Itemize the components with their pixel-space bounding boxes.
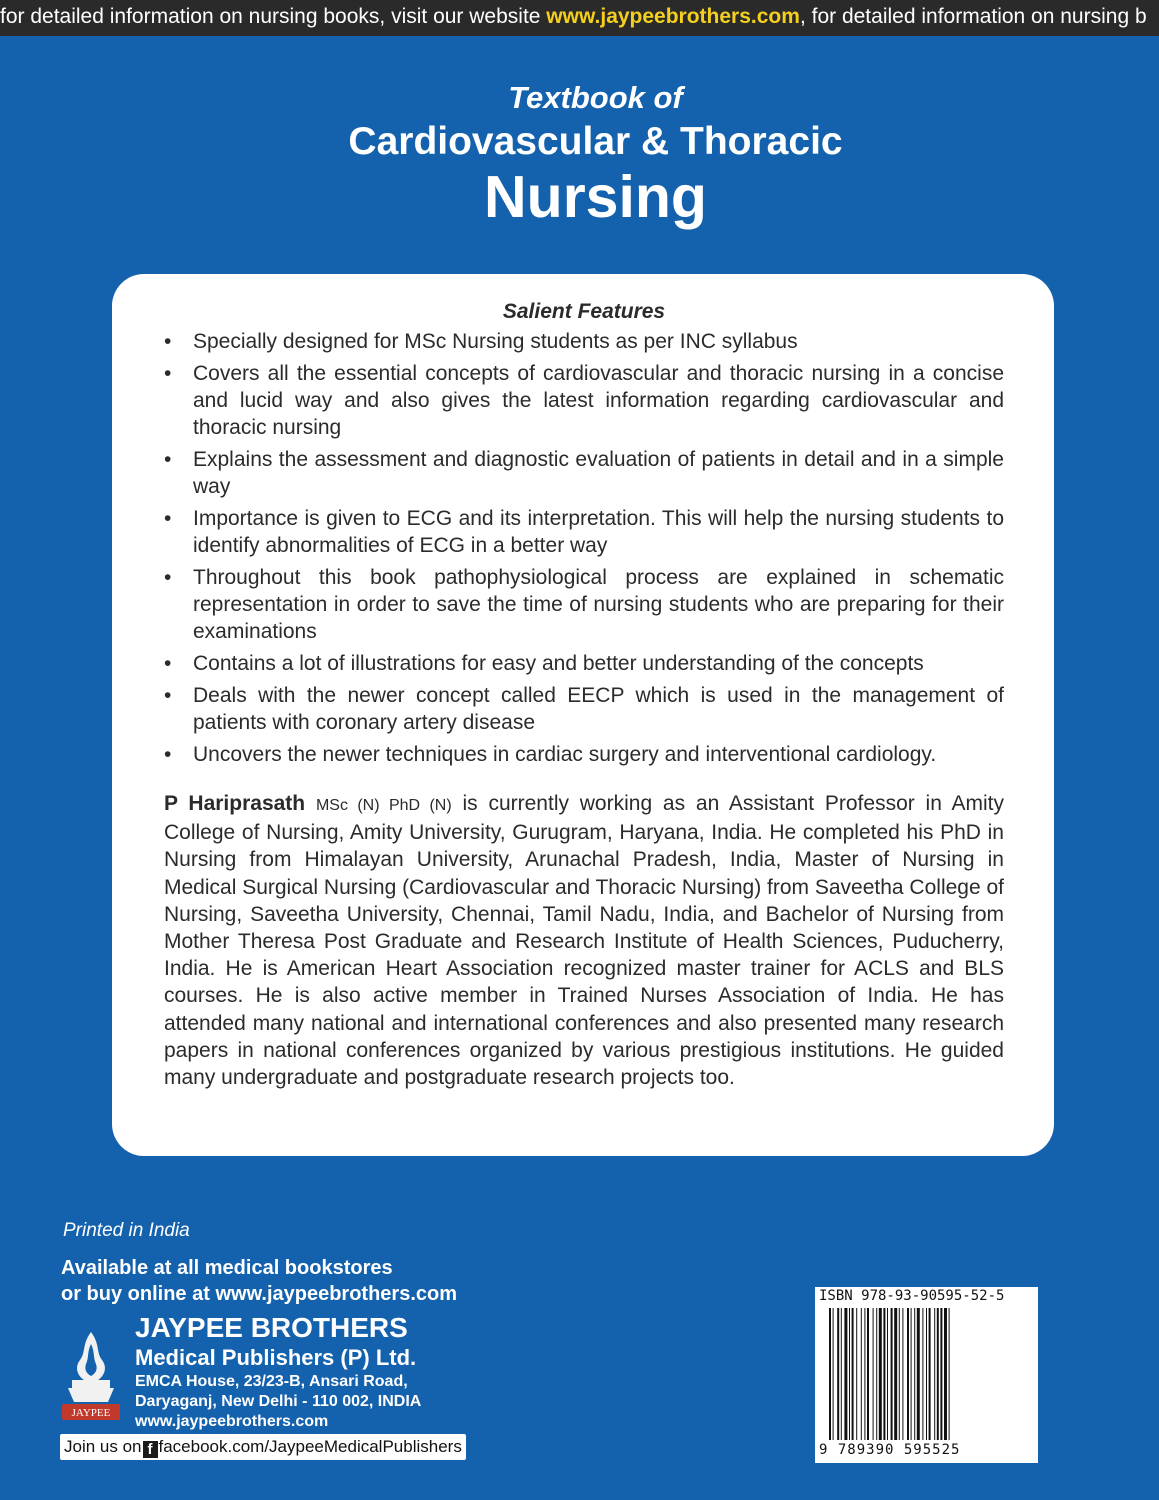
feature-item: • Specially designed for MSc Nursing students as per INC syllabus	[164, 330, 798, 353]
availability-line-1: Available at all medical bookstores	[61, 1257, 393, 1279]
banner-prefix: for detailed information on nursing books, visit our website	[0, 5, 547, 28]
author-bio-text: is currently working as an Assistant Professor in Amity College of Nursing, Amity University, Gurugram, Haryana, India. He completed his PhD in Nursing from Himalayan University, Arunachal Pradesh, India, Master of Nursing in Medical Surgical Nursing (Cardiovascular and Thoracic Nursing) from Saveetha College of Nursing, Saveetha University, Chennai, Tamil Nadu, India, and Bachelor of Nursing from Mother Theresa Post Graduate and Research Institute of Health Sciences, Puducherry, India. He is American Heart Association recognized master trainer for ACLS and BLS courses. He is also active member in Trained Nurses Association of India. He has attended many national and international conferences and also presented many research papers in national conferences organized by various prestigious institutions. He guided many undergraduate and postgraduate research projects too.	[164, 792, 1005, 1090]
bullet-icon: •	[164, 507, 172, 530]
facebook-icon: f	[143, 1441, 158, 1458]
bullet-icon: •	[164, 362, 172, 385]
barcode-bar	[873, 1308, 874, 1440]
barcode-bar	[940, 1308, 942, 1440]
author-bio	[164, 790, 1004, 1091]
barcode-bar	[876, 1308, 877, 1440]
barcode-bar	[944, 1308, 947, 1440]
bullet-icon: •	[164, 330, 172, 353]
barcode	[815, 1287, 1038, 1463]
barcode-bars-icon	[829, 1308, 1025, 1440]
barcode-bar	[902, 1308, 903, 1440]
barcode-bar	[841, 1308, 842, 1440]
bullet-icon: •	[164, 448, 172, 471]
barcode-bar	[934, 1308, 935, 1440]
barcode-bar	[833, 1308, 834, 1440]
bullet-icon: •	[164, 684, 172, 707]
feature-item: • Importance is given to ECG and its interpretation. This will help the nursing students to identify abnormalities of ECG in a better way	[164, 507, 1004, 557]
publisher-name: JAYPEE BROTHERS	[135, 1312, 408, 1343]
barcode-bar	[861, 1308, 862, 1440]
barcode-bar	[917, 1308, 920, 1440]
content-panel	[112, 274, 1054, 1156]
barcode-bar	[879, 1308, 882, 1440]
title-line-2: Cardiovascular & Thoracic	[348, 120, 843, 163]
book-title	[0, 78, 1159, 228]
feature-item: • Contains a lot of illustrations for easy and better understanding of the concepts	[164, 652, 924, 675]
barcode-bar	[937, 1308, 939, 1440]
feature-item: • Explains the assessment and diagnostic evaluation of patients in detail and in a simple way	[164, 448, 1004, 498]
feature-item: • Deals with the newer concept called EECP which is used in the management of patients with coronary artery disease	[164, 684, 1004, 734]
barcode-bar	[899, 1308, 900, 1440]
feature-item: • Covers all the essential concepts of cardiovascular and thoracic nursing in a concise and lucid way and also gives the latest information regarding cardiovascular and thoracic nursing	[164, 362, 1004, 439]
title-line-3: Nursing	[484, 164, 707, 230]
barcode-bar	[914, 1308, 915, 1440]
top-banner	[0, 0, 1159, 36]
printed-in: Printed in India	[63, 1220, 190, 1241]
features-list	[164, 328, 1004, 768]
banner-suffix: , for detailed information on nursing b	[799, 5, 1147, 28]
barcode-bar	[844, 1308, 847, 1440]
availability-line-2[interactable]: or buy online at www.jaypeebrothers.com	[61, 1283, 458, 1305]
publisher-website[interactable]: www.jaypeebrothers.com	[135, 1413, 329, 1430]
barcode-bar	[949, 1308, 950, 1440]
barcode-bar	[894, 1308, 897, 1440]
features-heading: Salient Features	[502, 300, 666, 323]
barcode-bar	[907, 1308, 909, 1440]
barcode-bar	[929, 1308, 931, 1440]
author-name: P Hariprasath	[164, 792, 306, 815]
availability	[61, 1255, 457, 1307]
logo-text: JAYPEE	[71, 1407, 111, 1419]
publisher-address-2: Daryaganj, New Delhi - 110 002, INDIA	[135, 1393, 422, 1410]
barcode-bar	[864, 1308, 865, 1440]
barcode-bar	[891, 1308, 893, 1440]
author-credentials: MSc (N) PhD (N)	[315, 797, 452, 814]
join-prefix: Join us on	[64, 1437, 142, 1456]
publisher-sub: Medical Publishers (P) Ltd.	[135, 1345, 417, 1370]
barcode-bar	[867, 1308, 869, 1440]
barcode-digits: 9 789390 595525	[819, 1442, 961, 1458]
barcode-bar	[883, 1308, 885, 1440]
bullet-icon: •	[164, 743, 172, 766]
barcode-bar	[852, 1308, 854, 1440]
facebook-url[interactable]: facebook.com/JaypeeMedicalPublishers	[158, 1437, 462, 1456]
barcode-bar	[911, 1308, 912, 1440]
barcode-bar	[829, 1308, 831, 1440]
isbn-label: ISBN 978-93-90595-52-5	[819, 1288, 1005, 1304]
barcode-bar	[887, 1308, 888, 1440]
banner-url[interactable]: www.jaypeebrothers.com	[546, 5, 800, 28]
publisher-block	[135, 1312, 421, 1432]
feature-item: • Uncovers the newer techniques in cardiac surgery and interventional cardiology.	[164, 743, 937, 766]
publisher-address-1: EMCA House, 23/23-B, Ansari Road,	[135, 1373, 408, 1390]
barcode-bar	[922, 1308, 923, 1440]
bullet-icon: •	[164, 652, 172, 675]
jaypee-logo-icon	[58, 1330, 124, 1422]
barcode-bar	[926, 1308, 927, 1440]
title-line-1: Textbook of	[508, 80, 683, 115]
bullet-icon: •	[164, 566, 172, 589]
feature-item: • Throughout this book pathophysiological process are explained in schematic representation in order to save the time of nursing students who are preparing for their examinations	[164, 566, 1004, 643]
barcode-bar	[849, 1308, 850, 1440]
barcode-bar	[837, 1308, 839, 1440]
facebook-join[interactable]	[60, 1434, 466, 1460]
barcode-bar	[856, 1308, 857, 1440]
